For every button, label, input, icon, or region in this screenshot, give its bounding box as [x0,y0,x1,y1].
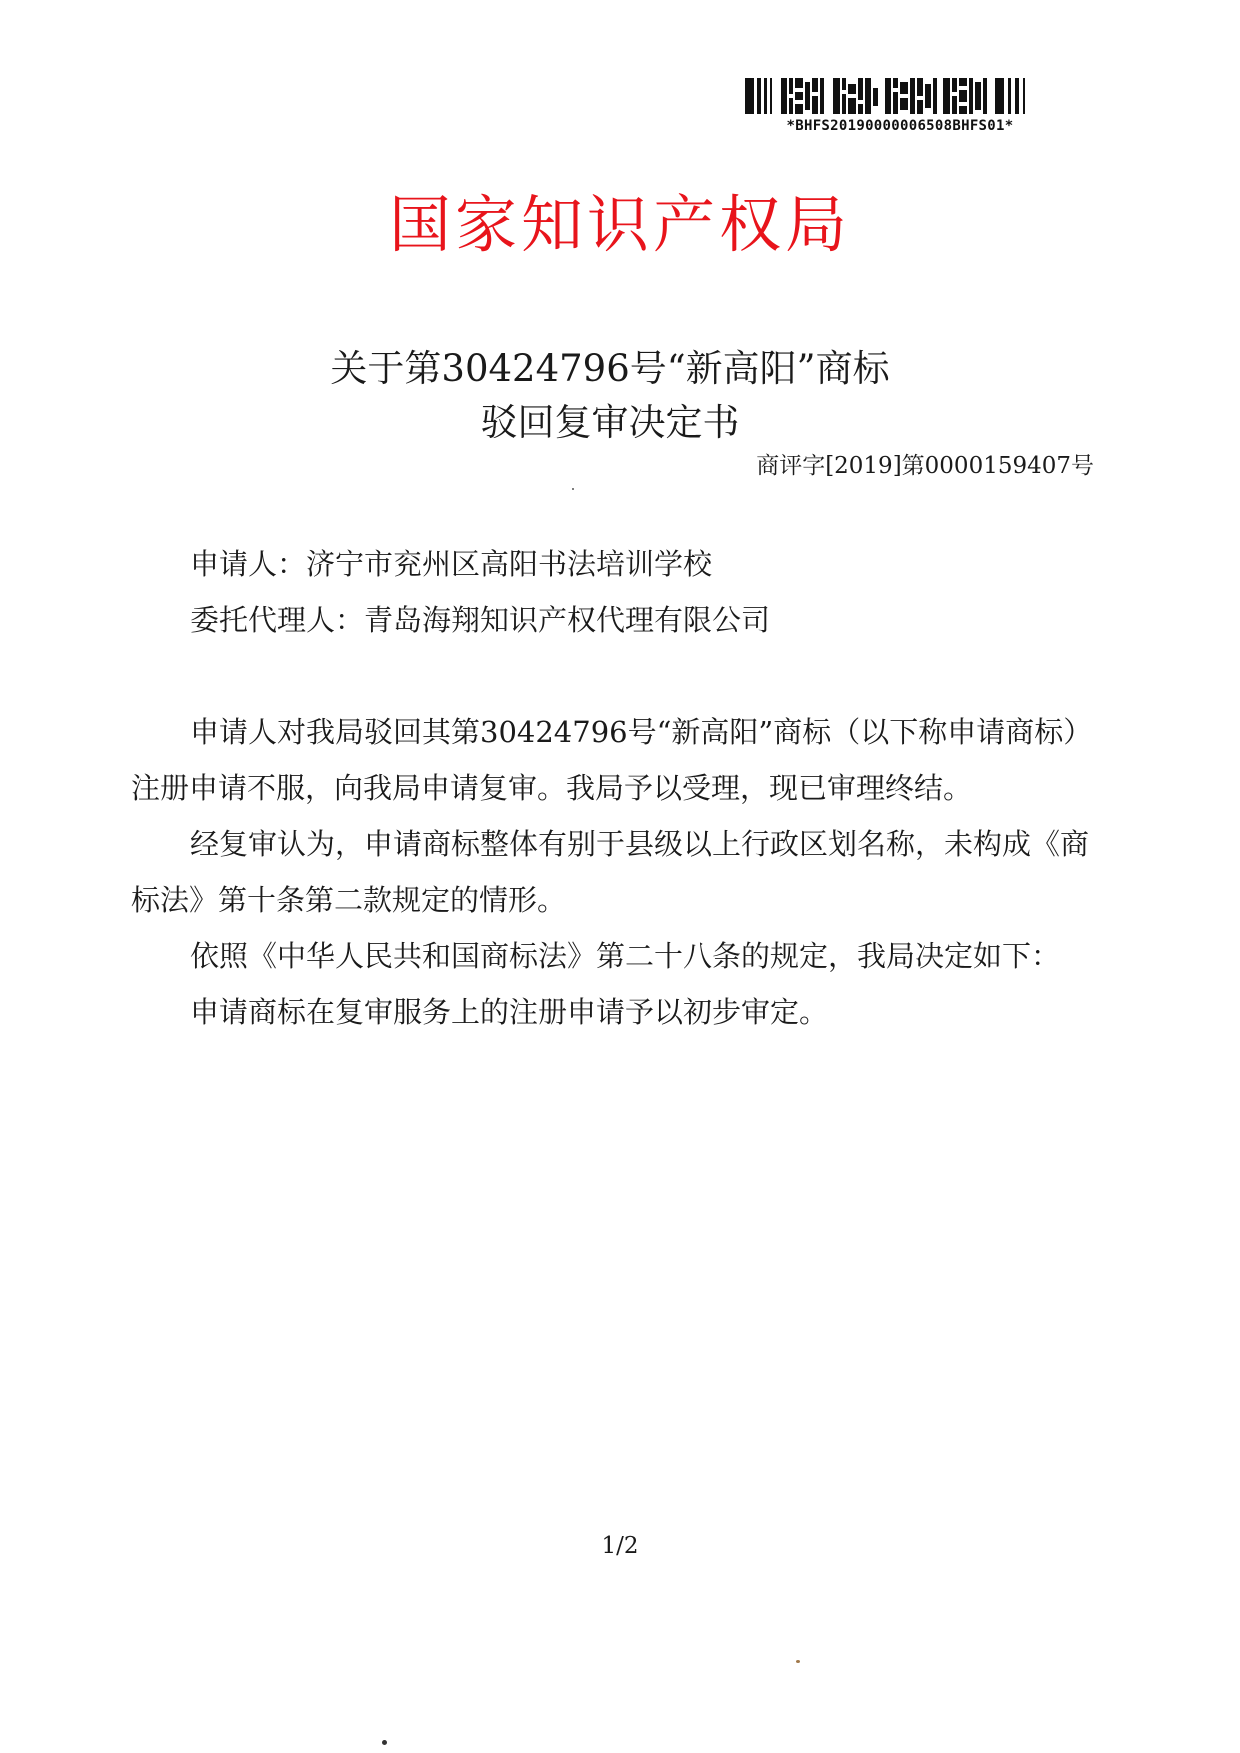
document-title-line-2: 驳回复审决定书 [480,401,740,444]
body-line-3: 经复审认为，申请商标整体有别于县级以上行政区划名称，未构成《商 [190,827,1090,861]
document-title-line-1: 关于第30424796号“新高阳”商标 [330,347,890,390]
applicant: 申请人：济宁市兖州区高阳书法培训学校 [190,547,713,581]
barcode [745,78,1055,136]
document-number: 商评字[2019]第0000159407号 [756,453,1094,479]
body-line-2: 注册申请不服，向我局申请复审。我局予以受理，现已审理终结。 [131,771,973,805]
page-number: 1/2 [601,1533,639,1559]
body-line-1: 申请人对我局驳回其第30424796号“新高阳”商标（以下称申请商标） [190,715,1093,749]
agency-title: 国家知识产权局 [388,188,851,261]
body-line-6: 申请商标在复审服务上的注册申请予以初步审定。 [190,995,829,1029]
body-line-5: 依照《中华人民共和国商标法》第二十八条的规定，我局决定如下： [190,939,1061,973]
scan-speck [796,1660,800,1663]
scan-speck [572,488,574,490]
body-line-4: 标法》第十条第二款规定的情形。 [131,883,567,917]
barcode-bars [745,78,1055,114]
scan-speck [382,1740,387,1745]
agent: 委托代理人：青岛海翔知识产权代理有限公司 [190,603,771,637]
barcode-number: *BHFS20190000006508BHFS01* [786,118,1014,134]
